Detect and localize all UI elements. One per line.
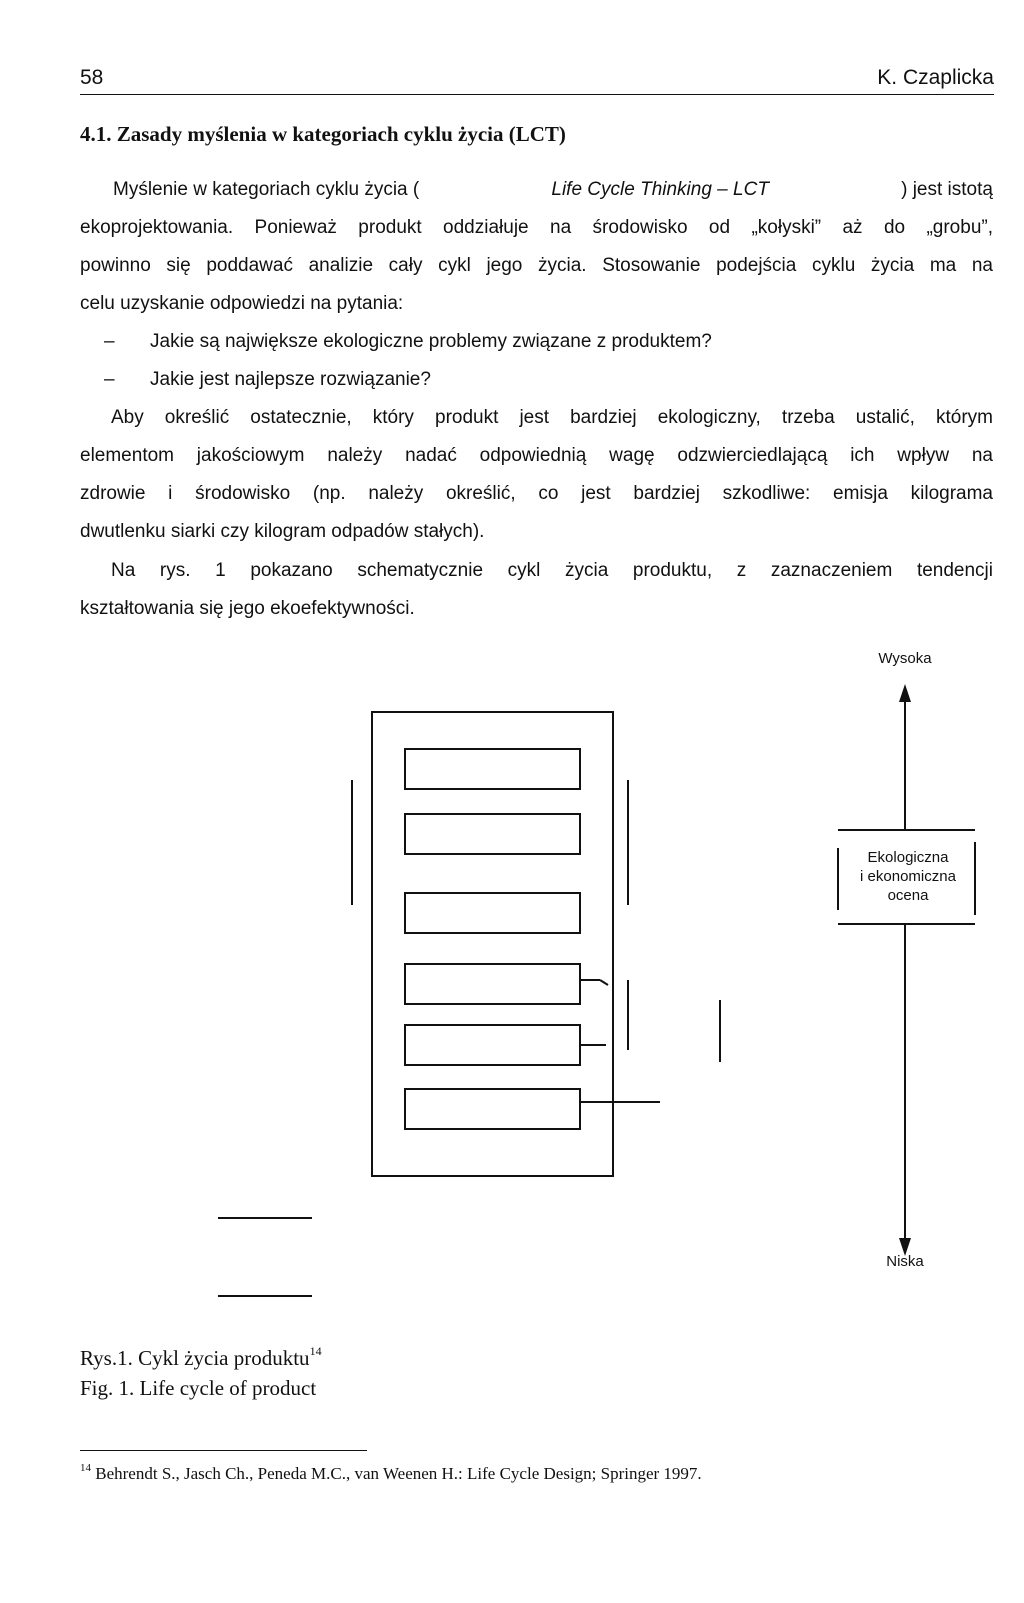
arrow-up-icon <box>899 684 911 702</box>
footnote <box>80 1464 702 1484</box>
evaluation-label-line: ocena <box>887 887 929 904</box>
caption-footnote-mark: 14 <box>309 1344 322 1358</box>
question-item: Jakie jest najlepsze rozwiązanie? <box>150 369 431 390</box>
stage-box <box>405 1025 580 1065</box>
question-item: Jakie są największe ekologiczne problemy związane z produktem? <box>150 331 712 352</box>
paragraph-2-line-2: elementom jakościowym należy nadać odpowiednią wagę odzwierciedlającą ich wpływ na <box>80 445 993 466</box>
figure-caption-en: Fig. 1. Life cycle of product <box>80 1376 317 1400</box>
outer-frame <box>372 712 613 1176</box>
footnote-mark: 14 <box>80 1462 91 1474</box>
stage-box <box>405 749 580 789</box>
question-dash: – <box>104 331 115 352</box>
paragraph-2-line-3: zdrowie i środowisko (np. należy określić, co jest bardziej szkodliwe: emisja kilograma <box>80 483 993 504</box>
p1-line1-part-b: ) jest istotą <box>901 179 993 200</box>
paragraph-2-line-1: Aby określić ostatecznie, który produkt jest bardziej ekologiczny, trzeba ustalić, którym <box>111 407 993 428</box>
paragraph-1-line-4: celu uzyskanie odpowiedzi na pytania: <box>80 293 404 314</box>
stage-box <box>405 964 580 1004</box>
scale-high-label: Wysoka <box>878 650 932 667</box>
connector-line <box>600 980 608 985</box>
paragraph-3-line-2: kształtowania się jego ekoefektywności. <box>80 598 415 619</box>
evaluation-label-line: Ekologiczna <box>867 849 949 866</box>
p1-line1-part-a: Myślenie w kategoriach cyklu życia ( <box>113 179 420 200</box>
paragraph-1-line-3: powinno się poddawać analizie cały cykl jego życia. Stosowanie podejścia cyklu życia ma na <box>80 255 993 276</box>
p1-line1-italic: Life Cycle Thinking – LCT <box>551 179 769 200</box>
stage-box <box>405 1089 580 1129</box>
footnote-separator <box>80 1450 367 1451</box>
evaluation-box-label <box>838 848 978 905</box>
question-dash: – <box>104 369 115 390</box>
scale-low-label: Niska <box>886 1253 924 1270</box>
caption-pl-text: Rys.1. Cykl życia produktu <box>80 1346 310 1370</box>
stage-box <box>405 893 580 933</box>
footnote-text: Behrendt S., Jasch Ch., Peneda M.C., van Weenen H.: Life Cycle Design; Springer 1997. <box>91 1464 702 1483</box>
paragraph-2-line-4: dwutlenku siarki czy kilogram odpadów stałych). <box>80 521 485 542</box>
section-title: 4.1. Zasady myślenia w kategoriach cyklu życia (LCT) <box>80 122 566 146</box>
figure-caption-pl <box>80 1346 322 1371</box>
stage-box <box>405 814 580 854</box>
running-head-author: K. Czaplicka <box>877 66 994 89</box>
page-number: 58 <box>80 66 104 89</box>
evaluation-label-line: i ekonomiczna <box>860 868 956 885</box>
paragraph-1-line-2: ekoprojektowania. Ponieważ produkt oddziałuje na środowisko od „kołyski” aż do „grobu”, <box>80 217 993 238</box>
paragraph-3-line-1: Na rys. 1 pokazano schematycznie cykl życia produktu, z zaznaczeniem tendencji <box>111 560 993 581</box>
